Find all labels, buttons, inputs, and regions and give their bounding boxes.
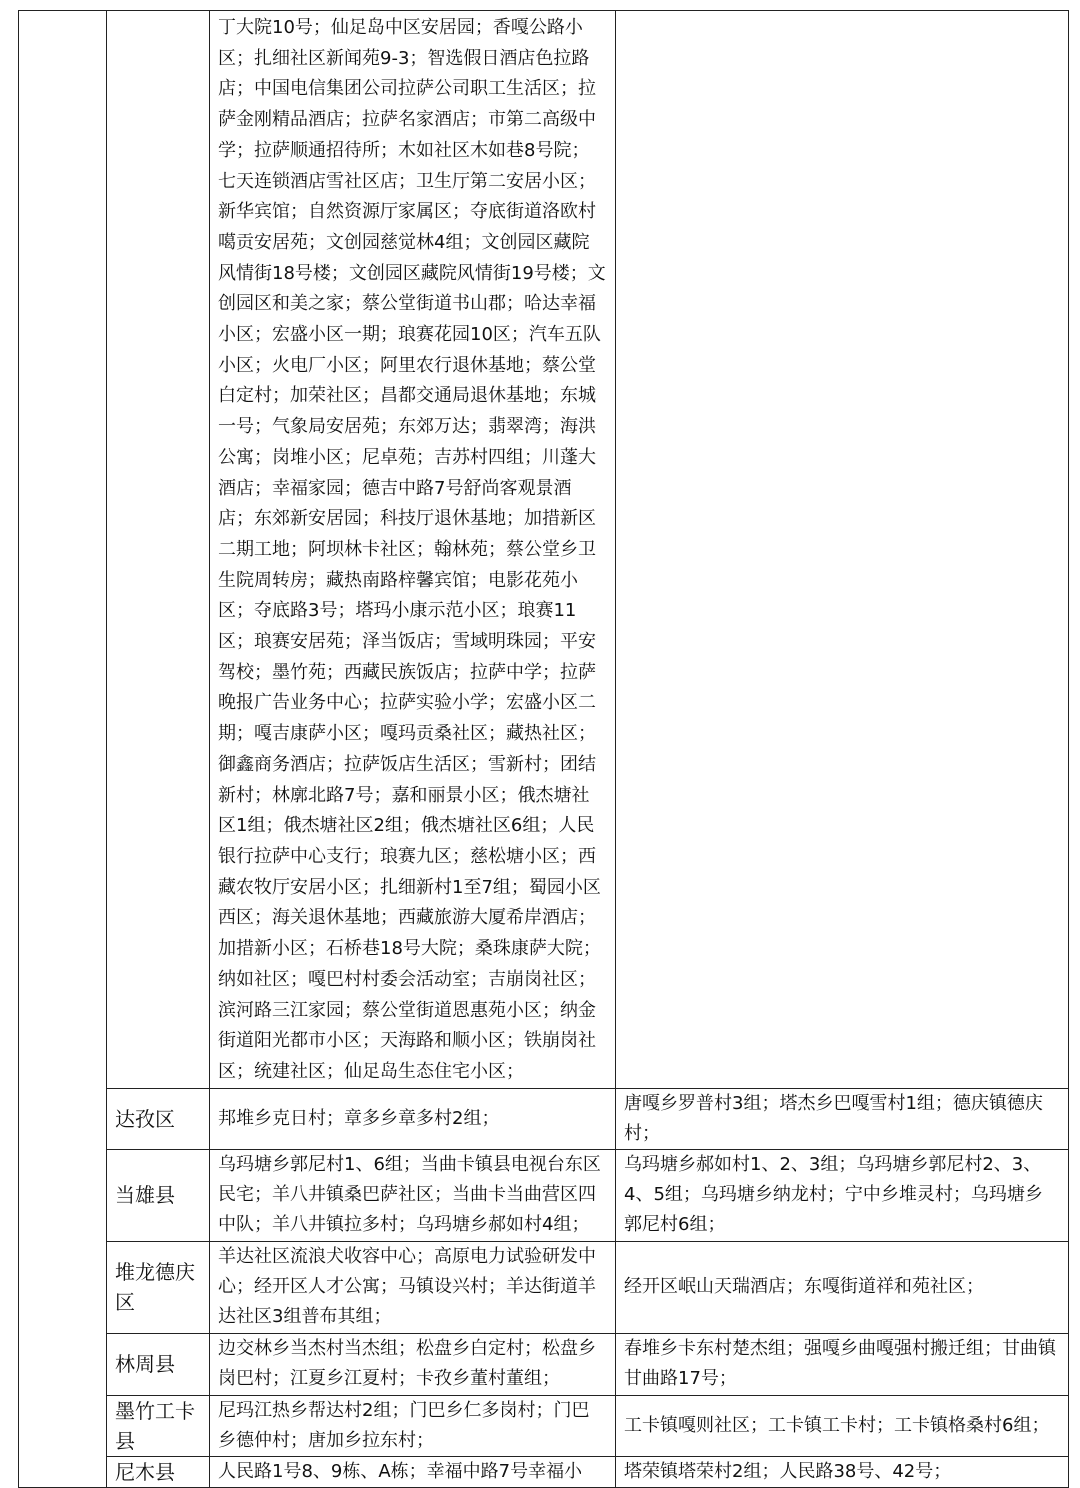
table-row — [19, 1241, 1069, 1333]
low-risk-cell: 唐嘎乡罗普村3组；塔杰乡巴嘎雪村1组；德庆镇德庆村； — [616, 1088, 1069, 1149]
region-cell: 尼木县 — [107, 1456, 210, 1487]
medium-risk-cell: 人民路1号8、9栋、A栋；幸福中路7号幸福小 — [210, 1456, 616, 1487]
table-row — [19, 1395, 1069, 1456]
region-cell: 当雄县 — [107, 1149, 210, 1241]
medium-risk-cell: 边交林乡当杰村当杰组；松盘乡白定村；松盘乡岗巴村；江夏乡江夏村；卡孜乡董村董组； — [210, 1333, 616, 1395]
medium-risk-cell: 尼玛江热乡帮达村2组；门巴乡仁多岗村；门巴乡德仲村；唐加乡拉东村； — [210, 1395, 616, 1456]
low-risk-cell — [616, 11, 1069, 1089]
region-cell: 堆龙德庆区 — [107, 1241, 210, 1333]
medium-risk-cell: 羊达社区流浪犬收容中心；高原电力试验研发中心；经开区人才公寓；马镇设兴村；羊达街道羊达社区3组普布其组； — [210, 1241, 616, 1333]
region-cell: 达孜区 — [107, 1088, 210, 1149]
table-row — [19, 1088, 1069, 1149]
region-cell — [107, 11, 210, 1089]
low-risk-cell: 乌玛塘乡郝如村1、2、3组；乌玛塘乡郭尼村2、3、4、5组；乌玛塘乡纳龙村；宁中乡堆灵村；乌玛塘乡郭尼村6组； — [616, 1149, 1069, 1241]
table-row — [19, 1333, 1069, 1395]
risk-area-table — [18, 10, 1069, 1488]
medium-risk-cell: 邦堆乡克日村；章多乡章多村2组； — [210, 1088, 616, 1149]
medium-risk-cell: 丁大院10号；仙足岛中区安居园；香嘎公路小区；扎细社区新闻苑9-3；智选假日酒店色拉路店；中国电信集团公司拉萨公司职工生活区；拉萨金刚精品酒店；拉萨名家酒店；市第二高级中学；拉萨顺通招待所；木如社区木如巷8号院；七天连锁酒店雪社区店；卫生厅第二安居小区；新华宾馆；自然资源厅家属区；夺底街道洛欧村噶贡安居苑；文创园慈觉林4组；文创园区藏院风情街18号楼；文创园区藏院风情街19号楼；文创园区和美之家；蔡公堂街道书山郡；哈达幸福小区；宏盛小区一期；琅赛花园10区；汽车五队小区；火电厂小区；阿里农行退休基地；蔡公堂白定村；加荣社区；昌都交通局退休基地；东城一号；气象局安居苑；东郊万达；翡翠湾；海洪公寓；岗堆小区；尼卓苑；吉苏村四组；川蓬大酒店；幸福家园；德吉中路7号舒尚客观景酒店；东郊新安居园；科技厅退休基地；加措新区二期工地；阿坝林卡社区；翰林苑；蔡公堂乡卫生院周转房；藏热南路梓馨宾馆；电影花苑小区；夺底路3号；塔玛小康示范小区；琅赛11区；琅赛安居苑；泽当饭店；雪域明珠园；平安驾校；墨竹苑；西藏民族饭店；拉萨中学；拉萨晚报广告业务中心；拉萨实验小学；宏盛小区二期；嘎吉康萨小区；嘎玛贡桑社区；藏热社区；御鑫商务酒店；拉萨饭店生活区；雪新村；团结新村；林廓北路7号；嘉和丽景小区；俄杰塘社区1组；俄杰塘社区2组；俄杰塘社区6组；人民银行拉萨中心支行；琅赛九区；慈松塘小区；西藏农牧厅安居小区；扎细新村1至7组；蜀园小区西区；海关退休基地；西藏旅游大厦希岸酒店；加措新小区；石桥巷18号大院；桑珠康萨大院；纳如社区；嘎巴村村委会活动室；吉崩岗社区；滨河路三江家园；蔡公堂街道恩惠苑小区；纳金街道阳光都市小区；天海路和顺小区；铁崩岗社区；统建社区；仙足岛生态住宅小区； — [210, 11, 616, 1089]
table-row — [19, 11, 1069, 1089]
medium-risk-cell: 乌玛塘乡郭尼村1、6组；当曲卡镇县电视台东区民宅；羊八井镇桑巴萨社区；当曲卡当曲营区四中队；羊八井镇拉多村；乌玛塘乡郝如村4组； — [210, 1149, 616, 1241]
low-risk-cell: 塔荣镇塔荣村2组；人民路38号、42号； — [616, 1456, 1069, 1487]
table-row — [19, 1149, 1069, 1241]
city-cell — [19, 11, 107, 1488]
low-risk-cell: 工卡镇嘎则社区；工卡镇工卡村；工卡镇格桑村6组； — [616, 1395, 1069, 1456]
region-cell: 林周县 — [107, 1333, 210, 1395]
region-cell: 墨竹工卡县 — [107, 1395, 210, 1456]
low-risk-cell: 经开区岷山天瑞酒店；东嘎街道祥和苑社区； — [616, 1241, 1069, 1333]
table-row — [19, 1456, 1069, 1487]
low-risk-cell: 春堆乡卡东村楚杰组；强嘎乡曲嘎强村搬迁组；甘曲镇甘曲路17号； — [616, 1333, 1069, 1395]
